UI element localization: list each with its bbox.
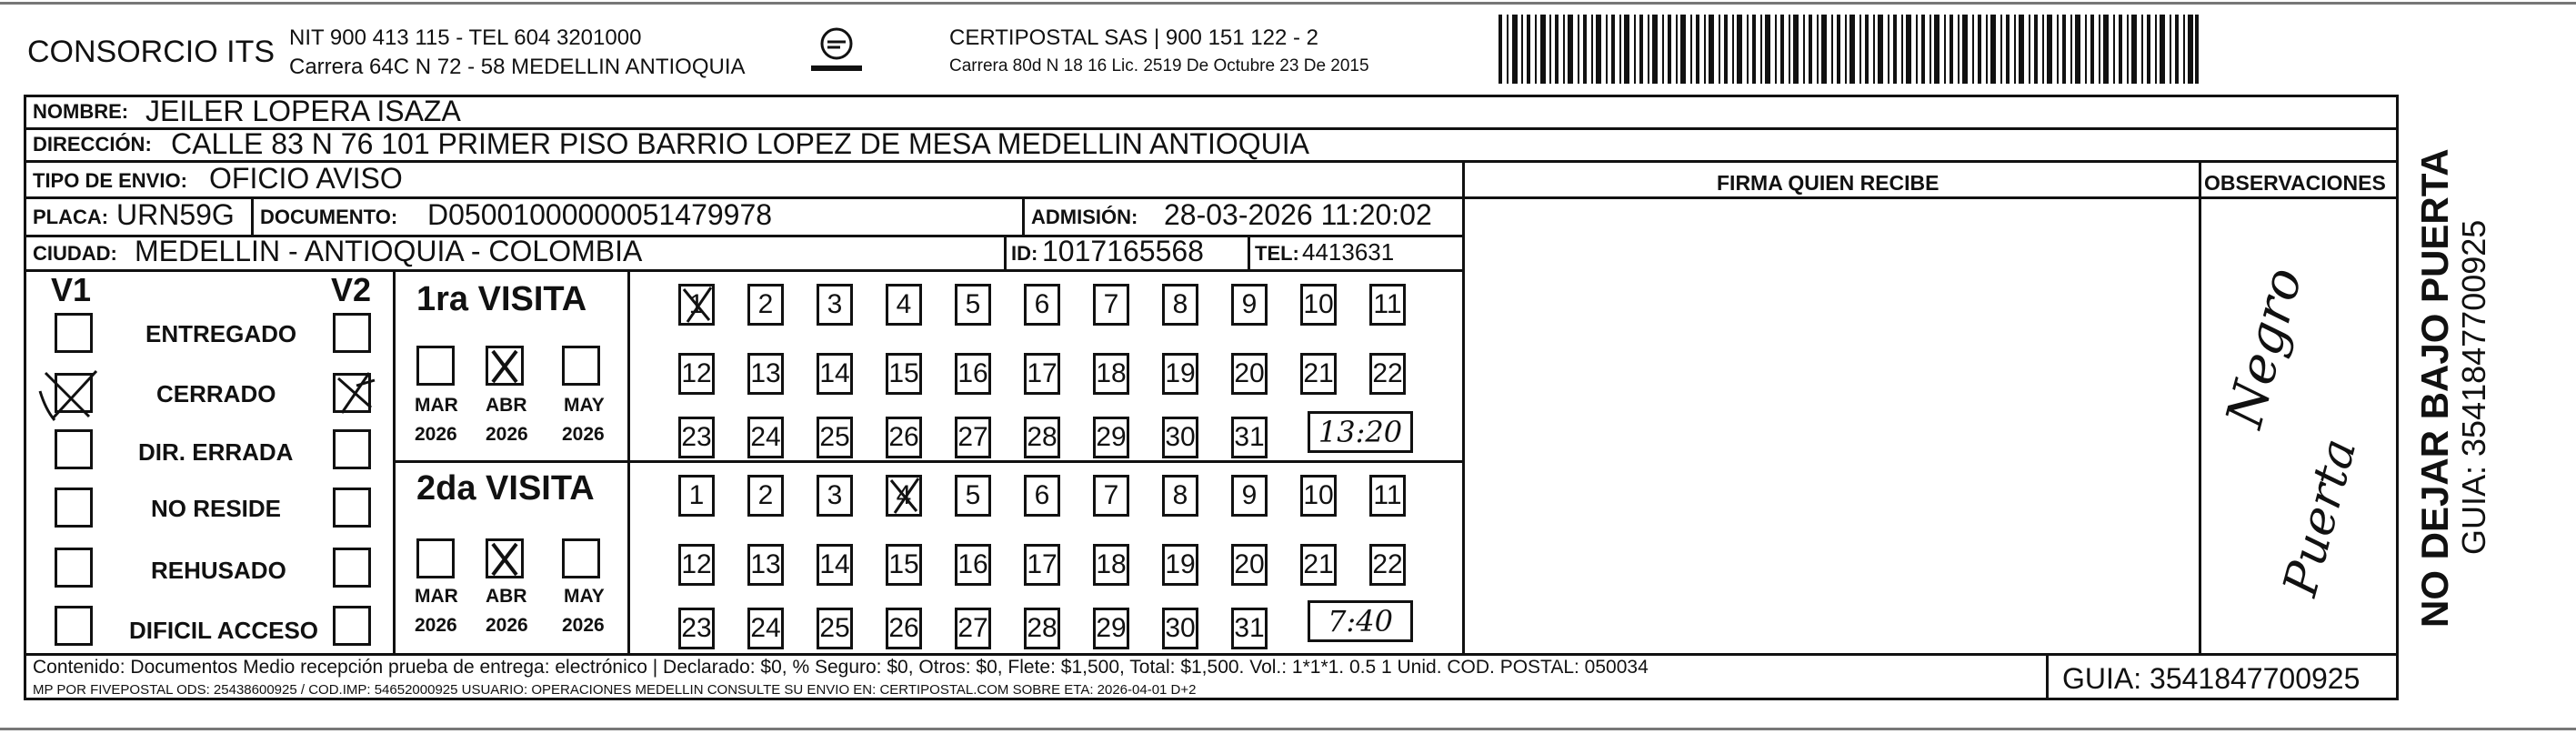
visit-1-year-mar: 2026	[415, 424, 457, 445]
visit1-day-9[interactable]: 9	[1231, 284, 1268, 326]
visit1-day-26[interactable]: 26	[886, 417, 922, 458]
visit-2-month-may-checkbox[interactable]	[562, 538, 600, 578]
footer-meta: MP POR FIVEPOSTAL ODS: 25438600925 / COD.IMP: 54652000925 USUARIO: OPERACIONES MEDELLIN CONSULTE SU ENVIO EN: CERTIPOSTAL.COM SOBRE ETA: 2026-04-01 D+2	[33, 682, 1197, 698]
observation-handwriting-puerta: Puerta	[2273, 432, 2368, 602]
visit2-day-19[interactable]: 19	[1162, 544, 1198, 586]
v2-dificil-acceso-checkbox[interactable]	[333, 606, 371, 646]
direccion-label: DIRECCIÓN:	[33, 133, 152, 156]
v2-entregado-checkbox[interactable]	[333, 313, 371, 353]
v2-rehusado-checkbox[interactable]	[333, 548, 371, 588]
visit-1-year-may: 2026	[562, 424, 605, 445]
tipo-envio-value: OFICIO AVISO	[209, 162, 403, 195]
ciudad-value: MEDELLIN - ANTIOQUIA - COLOMBIA	[135, 235, 643, 267]
company-name: CONSORCIO ITS	[27, 35, 276, 69]
visit-1-month-may: MAY	[564, 395, 605, 416]
visit1-day-15[interactable]: 15	[886, 353, 922, 395]
v1-cerrado-check-mark-icon	[36, 364, 105, 424]
nombre-label: NOMBRE:	[33, 100, 129, 123]
visit2-day-8[interactable]: 8	[1162, 475, 1198, 517]
visit1-day-7[interactable]: 7	[1093, 284, 1129, 326]
visit1-day-10[interactable]: 10	[1300, 284, 1337, 326]
placa-value: URN59G	[116, 198, 235, 231]
tipo-envio-label: TIPO DE ENVIO:	[33, 169, 187, 192]
visit1-day-17[interactable]: 17	[1024, 353, 1060, 395]
visit2-day-13[interactable]: 13	[747, 544, 784, 586]
visit-1-abr-check-mark-icon	[486, 346, 524, 386]
visit2-day-18[interactable]: 18	[1093, 544, 1129, 586]
v1-label: V1	[51, 271, 92, 308]
visit1-day-16[interactable]: 16	[955, 353, 991, 395]
footer-guia-divider	[2046, 653, 2049, 700]
visit2-day-15[interactable]: 15	[886, 544, 922, 586]
visit-2-month-abr: ABR	[486, 586, 527, 607]
documento-label: DOCUMENTO:	[260, 206, 398, 228]
visit2-day-24[interactable]: 24	[747, 608, 784, 649]
v2-no-reside-checkbox[interactable]	[333, 488, 371, 528]
v1-dificil-acceso-checkbox[interactable]	[55, 606, 93, 646]
visit-2-title: 2da VISITA	[416, 469, 595, 508]
visit1-day-12[interactable]: 12	[678, 353, 715, 395]
admision-label: ADMISIÓN:	[1031, 206, 1138, 228]
row-divider-5	[24, 269, 1464, 272]
visit2-day-20[interactable]: 20	[1231, 544, 1268, 586]
col-divider-firma	[1462, 160, 1465, 653]
visit2-day-28[interactable]: 28	[1024, 608, 1060, 649]
visit1-day-23[interactable]: 23	[678, 417, 715, 458]
visit1-day-1-check-mark-icon	[678, 284, 715, 326]
visit-2-month-mar: MAR	[415, 586, 458, 607]
visit1-day-22[interactable]: 22	[1369, 353, 1406, 395]
visit2-day-27[interactable]: 27	[955, 608, 991, 649]
visit2-day-11[interactable]: 11	[1369, 475, 1406, 517]
tel-value: 4413631	[1302, 238, 1395, 266]
visit1-day-28[interactable]: 28	[1024, 417, 1060, 458]
v2-cerrado-check-mark-icon	[329, 367, 380, 418]
footer-contenido: Contenido: Documentos Medio recepción prueba de entrega: electrónico | Declarado: $0, % Seguro: $0, Otros: $0, Flete: $1,500, Total: $1,500. Vol.: 1*1*1. 0.5 1 Unid. COD. POSTAL: 050034	[33, 657, 1649, 678]
top-rule	[0, 2, 2576, 5]
status-label-cerrado: CERRADO	[156, 380, 276, 407]
license-line: Carrera 80d N 18 16 Lic. 2519 De Octubre 23 De 2015	[949, 56, 1369, 75]
status-label-dir-errada: DIR. ERRADA	[138, 438, 294, 466]
visit1-day-1[interactable]: 1	[678, 284, 715, 326]
side-guia: GUIA: 3541847700925	[2455, 219, 2492, 555]
v2-label: V2	[331, 271, 372, 308]
visit1-day-19[interactable]: 19	[1162, 353, 1198, 395]
visit2-day-9[interactable]: 9	[1231, 475, 1268, 517]
visit1-day-8[interactable]: 8	[1162, 284, 1198, 326]
nombre-value: JEILER LOPERA ISAZA	[145, 95, 461, 127]
visit2-day-26[interactable]: 26	[886, 608, 922, 649]
visit2-day-3[interactable]: 3	[817, 475, 853, 517]
direccion-value: CALLE 83 N 76 101 PRIMER PISO BARRIO LOPEZ DE MESA MEDELLIN ANTIOQUIA	[171, 127, 1309, 160]
tel-label: TEL:	[1255, 242, 1299, 265]
visit2-day-17[interactable]: 17	[1024, 544, 1060, 586]
visit1-day-4[interactable]: 4	[886, 284, 922, 326]
certipostal-logo-icon	[807, 25, 866, 80]
visit-2-year-mar: 2026	[415, 615, 457, 636]
visit-2-year-may: 2026	[562, 615, 605, 636]
visit1-day-20[interactable]: 20	[1231, 353, 1268, 395]
visit-1-time-box[interactable]: 13:20	[1308, 411, 1413, 453]
visit2-day-29[interactable]: 29	[1093, 608, 1129, 649]
v2-dir-errada-checkbox[interactable]	[333, 429, 371, 469]
visit2-day-14[interactable]: 14	[817, 544, 853, 586]
visit2-day-10[interactable]: 10	[1300, 475, 1337, 517]
visit2-day-21[interactable]: 21	[1300, 544, 1337, 586]
status-label-rehusado: REHUSADO	[151, 557, 286, 584]
status-label-no-reside: NO RESIDE	[151, 495, 282, 522]
status-label-dificil-acceso: DIFICIL ACCESO	[129, 617, 319, 644]
visit2-day-25[interactable]: 25	[817, 608, 853, 649]
firma-header: FIRMA QUIEN RECIBE	[1717, 171, 1940, 195]
side-no-dejar-bajo-puerta: NO DEJAR BAJO PUERTA	[2413, 148, 2456, 628]
visit-2-month-may: MAY	[564, 586, 605, 607]
visit-1-year-abr: 2026	[486, 424, 528, 445]
visit2-day-7[interactable]: 7	[1093, 475, 1129, 517]
months-days-divider	[627, 269, 630, 653]
visit-1-month-may-checkbox[interactable]	[562, 346, 600, 386]
placa-divider	[251, 196, 254, 235]
visit-2-abr-check-mark-icon	[486, 538, 524, 578]
footer-top-divider	[24, 653, 2399, 656]
nit-line: NIT 900 413 115 - TEL 604 3201000	[289, 25, 642, 50]
visit-2-month-mar-checkbox[interactable]	[416, 538, 455, 578]
documento-value: D05001000000051479978	[427, 198, 773, 231]
visit-1-title: 1ra VISITA	[416, 280, 587, 318]
visit2-day-30[interactable]: 30	[1162, 608, 1198, 649]
visit1-day-14[interactable]: 14	[817, 353, 853, 395]
visit1-day-30[interactable]: 30	[1162, 417, 1198, 458]
visit-1-month-mar-checkbox[interactable]	[416, 346, 455, 386]
v1-dir-errada-checkbox[interactable]	[55, 429, 93, 469]
visit2-day-4-check-mark-icon	[886, 475, 922, 517]
visit1-day-24[interactable]: 24	[747, 417, 784, 458]
placa-label: PLACA:	[33, 206, 109, 228]
bottom-rule	[0, 728, 2576, 730]
id-label: ID:	[1011, 242, 1038, 265]
visit2-day-5[interactable]: 5	[955, 475, 991, 517]
col-divider-obs	[2199, 160, 2201, 653]
visit1-day-13[interactable]: 13	[747, 353, 784, 395]
header-divider-firma	[1464, 196, 2399, 199]
visit-1-month-mar: MAR	[415, 395, 458, 416]
visit2-day-6[interactable]: 6	[1024, 475, 1060, 517]
observaciones-header: OBSERVACIONES	[2204, 171, 2386, 195]
footer-guia: GUIA: 3541847700925	[2062, 662, 2360, 695]
admision-divider	[1022, 196, 1025, 235]
status-label-entregado: ENTREGADO	[145, 320, 297, 347]
visit-2-year-abr: 2026	[486, 615, 528, 636]
visit-2-time-box[interactable]: 7:40	[1308, 600, 1413, 642]
barcode	[1498, 15, 2199, 84]
ciudad-label: CIUDAD:	[33, 242, 117, 265]
visit1-day-27[interactable]: 27	[955, 417, 991, 458]
visit1-day-29[interactable]: 29	[1093, 417, 1129, 458]
visit1-day-18[interactable]: 18	[1093, 353, 1129, 395]
v1-rehusado-checkbox[interactable]	[55, 548, 93, 588]
visit1-day-21[interactable]: 21	[1300, 353, 1337, 395]
visit1-day-6[interactable]: 6	[1024, 284, 1060, 326]
observation-handwriting-negro: Negro	[2215, 261, 2314, 434]
visit2-day-31[interactable]: 31	[1231, 608, 1268, 649]
company-address: Carrera 64C N 72 - 58 MEDELLIN ANTIOQUIA	[289, 55, 746, 79]
id-value: 1017165568	[1042, 235, 1204, 267]
visit-divider	[393, 460, 1462, 463]
visit-1-month-abr: ABR	[486, 395, 527, 416]
visit1-day-25[interactable]: 25	[817, 417, 853, 458]
visit1-day-2[interactable]: 2	[747, 284, 784, 326]
visit1-day-3[interactable]: 3	[817, 284, 853, 326]
v1-no-reside-checkbox[interactable]	[55, 488, 93, 528]
admision-value: 28-03-2026 11:20:02	[1164, 198, 1432, 231]
visit1-day-31[interactable]: 31	[1231, 417, 1268, 458]
carrier-line: CERTIPOSTAL SAS | 900 151 122 - 2	[949, 25, 1318, 50]
visit2-day-2[interactable]: 2	[747, 475, 784, 517]
visit1-day-11[interactable]: 11	[1369, 284, 1406, 326]
v1-entregado-checkbox[interactable]	[55, 313, 93, 353]
visit2-day-16[interactable]: 16	[955, 544, 991, 586]
id-divider	[1004, 235, 1007, 269]
visit1-day-5[interactable]: 5	[955, 284, 991, 326]
visit2-day-12[interactable]: 12	[678, 544, 715, 586]
visit2-day-4[interactable]: 4	[886, 475, 922, 517]
tel-divider	[1248, 235, 1250, 269]
visit2-day-1[interactable]: 1	[678, 475, 715, 517]
visit2-day-22[interactable]: 22	[1369, 544, 1406, 586]
visit2-day-23[interactable]: 23	[678, 608, 715, 649]
